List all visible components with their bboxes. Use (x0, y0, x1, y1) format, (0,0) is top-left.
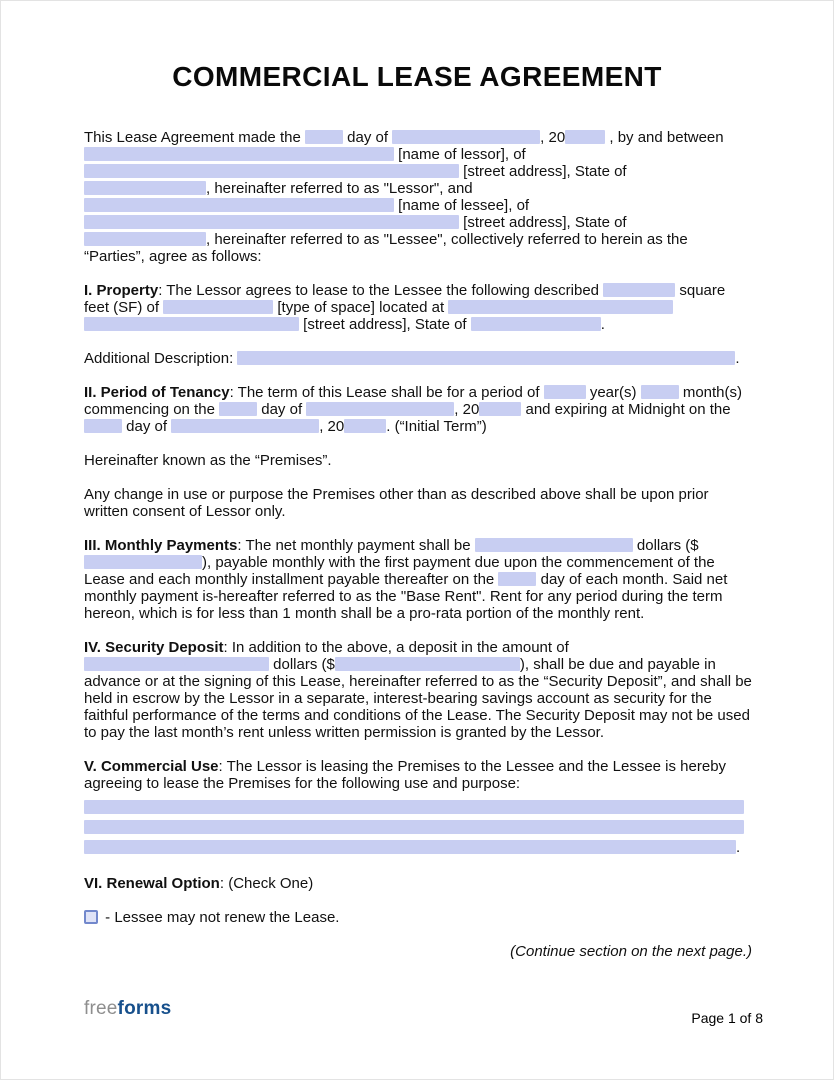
text-run: : The Lessor agrees to lease to the Lessee the following described (158, 282, 604, 299)
blank-field[interactable] (471, 317, 601, 331)
text-run: , by and between (605, 129, 724, 146)
logo-free-text: free (84, 998, 118, 1019)
paragraph-use-change-note (84, 486, 752, 520)
paragraph-section-1-property (84, 282, 752, 333)
text-run: (Continue section on the next page.) (510, 943, 752, 960)
blank-field[interactable] (641, 385, 679, 399)
freeforms-logo (84, 998, 171, 1020)
text-run: month(s) commencing on the (84, 384, 743, 418)
blank-field[interactable] (392, 130, 540, 144)
blank-field[interactable] (84, 820, 744, 834)
page-number: Page 1 of 8 (691, 1010, 763, 1026)
text-run: , hereinafter referred to as "Lessor", and (206, 180, 473, 197)
text-run: , hereinafter referred to as "Lessee", collectively referred to herein as the “Parties”, agree as follows: (84, 231, 688, 265)
section-heading-text: II. Period of Tenancy (84, 384, 230, 401)
blank-field[interactable] (335, 657, 520, 671)
paragraph-section-5-commercial-use (84, 758, 752, 792)
paragraph-additional-description (84, 350, 752, 367)
text-run: feet (SF) of (84, 299, 164, 316)
blank-field[interactable] (84, 232, 206, 246)
blank-field[interactable] (171, 419, 319, 433)
document-body (84, 129, 752, 977)
blank-field[interactable] (84, 840, 736, 854)
text-run: ), payable monthly with the first payment due upon the commencement of the Lease and each monthly installment payable thereafter on the (84, 554, 715, 588)
text-run: [street address], State of (459, 163, 627, 180)
text-run: [name of lessor], of (394, 146, 526, 163)
text-run: dollars ($ (632, 537, 699, 554)
paragraph-commercial-use-blanks (84, 798, 752, 858)
blank-field[interactable] (219, 402, 257, 416)
paragraph-section-2-period-of-tenancy (84, 384, 752, 435)
text-run: Any change in use or purpose the Premises other than as described above shall be upon prior written consent of Lessor only. (84, 486, 709, 520)
text-run: . (600, 316, 605, 333)
text-run: : The net monthly payment shall be (237, 537, 475, 554)
logo-forms-text: forms (117, 998, 172, 1019)
blank-field[interactable] (84, 181, 206, 195)
blank-field[interactable] (475, 538, 633, 552)
text-run: [type of space] located at (273, 299, 449, 316)
blank-field[interactable] (163, 300, 273, 314)
text-run: . (735, 350, 740, 367)
paragraph-section-3-monthly-payments (84, 537, 752, 622)
blank-field[interactable] (237, 351, 735, 365)
blank-field[interactable] (84, 419, 122, 433)
text-run: This Lease Agreement made the (84, 129, 305, 146)
blank-field[interactable] (479, 402, 521, 416)
section-heading-text: V. Commercial Use (84, 758, 219, 775)
blank-field[interactable] (544, 385, 586, 399)
text-run: : The Lessor is leasing the Premises to the Lessee and the Lessee is hereby agreeing to lease the Premises for the following use and purpose: (84, 758, 727, 792)
blank-field[interactable] (448, 300, 673, 314)
text-run: : (Check One) (219, 875, 314, 892)
blank-field[interactable] (306, 402, 454, 416)
text-run: year(s) (585, 384, 641, 401)
blank-field[interactable] (84, 164, 459, 178)
text-run: day of each month. Said net monthly payment is-hereafter referred to as the "Base Rent". Rent for any period during the term hereon, which is for less than 1 month shall be a pro-rata portion of the monthly rent. (84, 571, 728, 622)
section-heading-text: VI. Renewal Option (84, 875, 220, 892)
section-heading-text: I. Property (84, 282, 159, 299)
blank-field[interactable] (84, 198, 394, 212)
text-run: [name of lessee], of (394, 197, 530, 214)
blank-field[interactable] (603, 283, 675, 297)
text-run: [street address], State of (299, 316, 471, 333)
blank-field[interactable] (84, 147, 394, 161)
blank-field[interactable] (344, 419, 386, 433)
blank-field[interactable] (498, 572, 536, 586)
text-run: ), shall be due and payable in advance or at the signing of this Lease, hereinafter referred to as the “Security Deposit”, and shall be held in escrow by the Lessor in a separate, interest-bearing savings account as security for the faithful performance of the terms and conditions of the Lease. The Security Deposit may not be used to pay the last month’s rent unless written permission is granted by the Lessor. (84, 656, 752, 741)
blank-field[interactable] (84, 657, 269, 671)
text-run: [street address], State of (459, 214, 627, 231)
blank-field[interactable] (84, 215, 459, 229)
blank-field[interactable] (84, 317, 299, 331)
section-heading-text: IV. Security Deposit (84, 639, 224, 656)
continue-note (84, 943, 752, 960)
text-run: square (675, 282, 726, 299)
text-run: dollars ($ (269, 656, 335, 673)
document-title: COMMERCIAL LEASE AGREEMENT (172, 61, 662, 92)
paragraph-intro (84, 129, 752, 265)
text-run: day of (342, 129, 393, 146)
text-run: . (736, 839, 741, 856)
text-run: and expiring at Midnight on the (521, 401, 731, 418)
paragraph-premises-note (84, 452, 752, 469)
renewal-option-checkbox[interactable] (84, 910, 98, 924)
text-run: Hereinafter known as the “Premises”. (84, 452, 332, 469)
blank-field[interactable] (565, 130, 605, 144)
text-run: : The term of this Lease shall be for a period of (229, 384, 544, 401)
text-run: : In addition to the above, a deposit in the amount of (223, 639, 569, 656)
text-run: , 20 (319, 418, 345, 435)
text-run: - Lessee may not renew the Lease. (101, 909, 340, 926)
blank-field[interactable] (305, 130, 343, 144)
blank-field[interactable] (84, 555, 202, 569)
text-run: . (“Initial Term”) (386, 418, 487, 435)
section-heading-text: III. Monthly Payments (84, 537, 238, 554)
text-run: Additional Description: (84, 350, 238, 367)
paragraph-section-6-renewal-option (84, 875, 752, 892)
paragraph-section-4-security-deposit (84, 639, 752, 741)
blank-field[interactable] (84, 800, 744, 814)
text-run: , 20 (454, 401, 480, 418)
text-run: day of (257, 401, 307, 418)
paragraph-renewal-checkbox-option (84, 909, 752, 926)
text-run: day of (122, 418, 172, 435)
text-run: , 20 (540, 129, 566, 146)
